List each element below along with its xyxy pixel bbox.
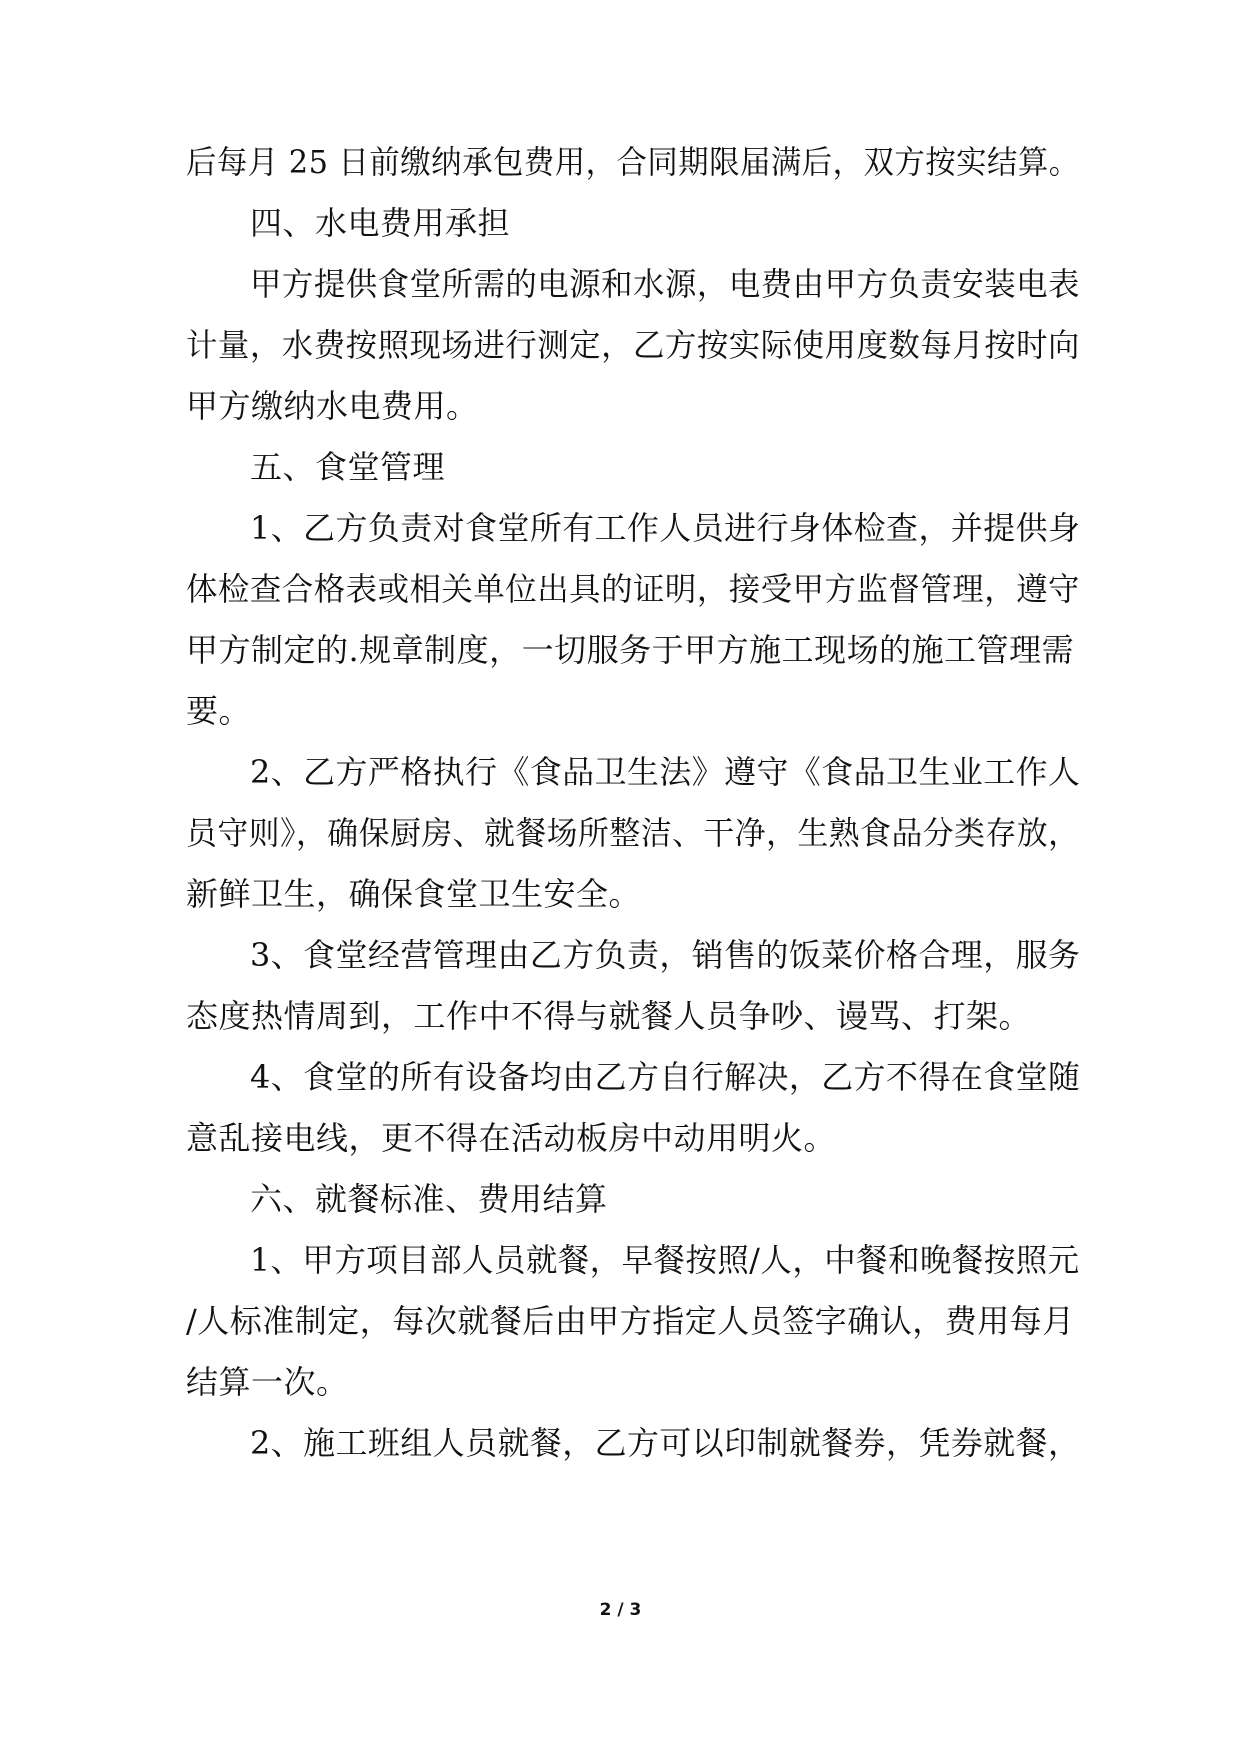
- body-line: 结算一次。: [186, 1363, 349, 1401]
- body-line: /人标准制定，每次就餐后由甲方指定人员签字确认，费用每月: [186, 1302, 1075, 1340]
- body-line: 计量，水费按照现场进行测定，乙方按实际使用度数每月按时向: [186, 326, 1080, 364]
- body-line: 态度热情周到，工作中不得与就餐人员争吵、谩骂、打架。: [186, 997, 1032, 1035]
- body-line: 甲方缴纳水电费用。: [186, 387, 479, 425]
- body-line: 1、甲方项目部人员就餐，早餐按照/人，中餐和晚餐按照元: [250, 1241, 1080, 1279]
- body-line: 2、施工班组人员就餐，乙方可以印制就餐券，凭券就餐，: [250, 1424, 1081, 1462]
- body-line: 甲方制定的.规章制度，一切服务于甲方施工现场的施工管理需: [186, 631, 1075, 669]
- body-line: 后每月 25 日前缴纳承包费用，合同期限届满后，双方按实结算。: [186, 143, 1080, 181]
- page-number: 2 / 3: [599, 1600, 642, 1620]
- body-line: 4、食堂的所有设备均由乙方自行解决，乙方不得在食堂随: [250, 1058, 1081, 1096]
- body-line: 体检查合格表或相关单位出具的证明，接受甲方监督管理，遵守: [186, 570, 1080, 608]
- body-line: 要。: [186, 692, 252, 730]
- section-heading-meal-standards: 六、就餐标准、费用结算: [250, 1180, 608, 1218]
- body-line: 员守则》，确保厨房、就餐场所整洁、干净，生熟食品分类存放，: [186, 814, 1080, 852]
- body-line: 新鲜卫生，确保食堂卫生安全。: [186, 875, 642, 913]
- section-heading-canteen-management: 五、食堂管理: [250, 448, 446, 486]
- body-line: 意乱接电线，更不得在活动板房中动用明火。: [186, 1119, 837, 1157]
- section-heading-utilities: 四、水电费用承担: [250, 204, 511, 242]
- body-line: 1、乙方负责对食堂所有工作人员进行身体检查，并提供身: [250, 509, 1081, 547]
- body-line: 甲方提供食堂所需的电源和水源，电费由甲方负责安装电表: [250, 265, 1080, 303]
- body-line: 2、乙方严格执行《食品卫生法》遵守《食品卫生业工作人: [250, 753, 1081, 791]
- body-line: 3、食堂经营管理由乙方负责，销售的饭菜价格合理，服务: [250, 936, 1081, 974]
